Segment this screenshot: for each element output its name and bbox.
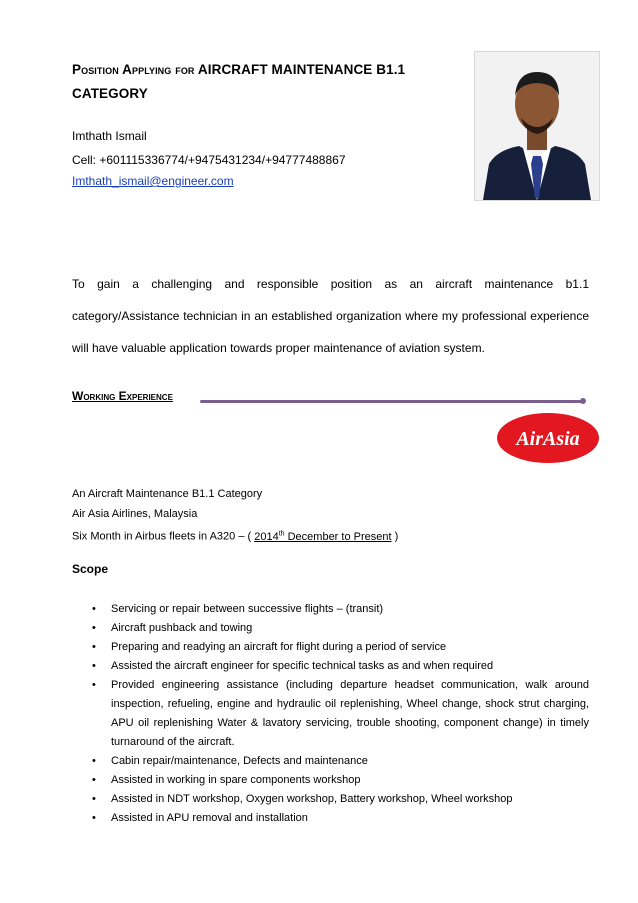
bullet-icon: • [92, 793, 96, 805]
period-sup: th [278, 530, 285, 537]
bullet-icon: • [92, 755, 96, 767]
airasia-logo [496, 412, 600, 469]
logo-text: AirAsia [516, 428, 580, 450]
section-divider [200, 400, 583, 403]
period-year: 2014 [254, 530, 279, 543]
list-item: • Assisted in APU removal and installation [72, 809, 589, 828]
list-item: • Cabin repair/maintenance, Defects and maintenance [72, 752, 589, 771]
bullet-icon: • [92, 774, 96, 786]
working-experience-heading: Working Experience [72, 389, 173, 403]
title-main: AIRCRAFT MAINTENANCE B1.1 [197, 62, 406, 77]
list-item: • Aircraft pushback and towing [72, 619, 589, 638]
list-item: • Provided engineering assistance (including departure headset communication, walk around inspection, refueling, engine and hydraulic oil replenishing, Wheel change, shock strut charging, APU oil replenishing Water & lavatory servicing, trouble shooting, component change) in timely turnaround of the aircraft. [72, 676, 589, 752]
period-suffix: ) [391, 530, 399, 543]
title-prefix: Position Applying for [72, 62, 195, 77]
period-rest: December to Present [284, 530, 392, 543]
list-item: • Assisted in working in spare components workshop [72, 771, 589, 790]
person-portrait-icon [475, 52, 599, 200]
career-objective: To gain a challenging and responsible position as an aircraft maintenance b1.1 category/Assistance technician in an established organization where my professional experience will have valuable application towards proper maintenance of aviation system. [72, 277, 589, 355]
job-company: Air Asia Airlines, Malaysia [72, 508, 198, 520]
list-item: • Assisted in NDT workshop, Oxygen workshop, Battery workshop, Wheel workshop [72, 790, 589, 809]
period-prefix: Six Month in Airbus fleets in A320 – ( [72, 530, 255, 543]
position-title [72, 58, 462, 106]
list-item: • Servicing or repair between successive flights – (transit) [72, 600, 589, 619]
list-item: • Preparing and readying an aircraft for flight during a period of service [72, 638, 589, 657]
list-item: • Assisted the aircraft engineer for specific technical tasks as and when required [72, 657, 589, 676]
title-line2: CATEGORY [72, 86, 148, 101]
contact-cell: Cell: +601115336774/+9475431234/+94777488867 [72, 153, 346, 167]
scope-list [72, 600, 589, 828]
scope-heading: Scope [72, 562, 109, 576]
bullet-icon: • [92, 603, 96, 615]
bullet-icon: • [92, 641, 96, 653]
bullet-icon: • [92, 622, 96, 634]
job-period [72, 524, 398, 547]
bullet-icon: • [92, 679, 96, 691]
contact-name: Imthath Ismail [72, 129, 147, 143]
bullet-icon: • [92, 812, 96, 824]
divider-end-dot [580, 398, 586, 404]
contact-email-link[interactable]: Imthath_ismail@engineer.com [72, 174, 234, 188]
job-details [72, 484, 398, 547]
bullet-icon: • [92, 660, 96, 672]
profile-photo [474, 51, 600, 201]
job-role: An Aircraft Maintenance B1.1 Category [72, 488, 263, 500]
